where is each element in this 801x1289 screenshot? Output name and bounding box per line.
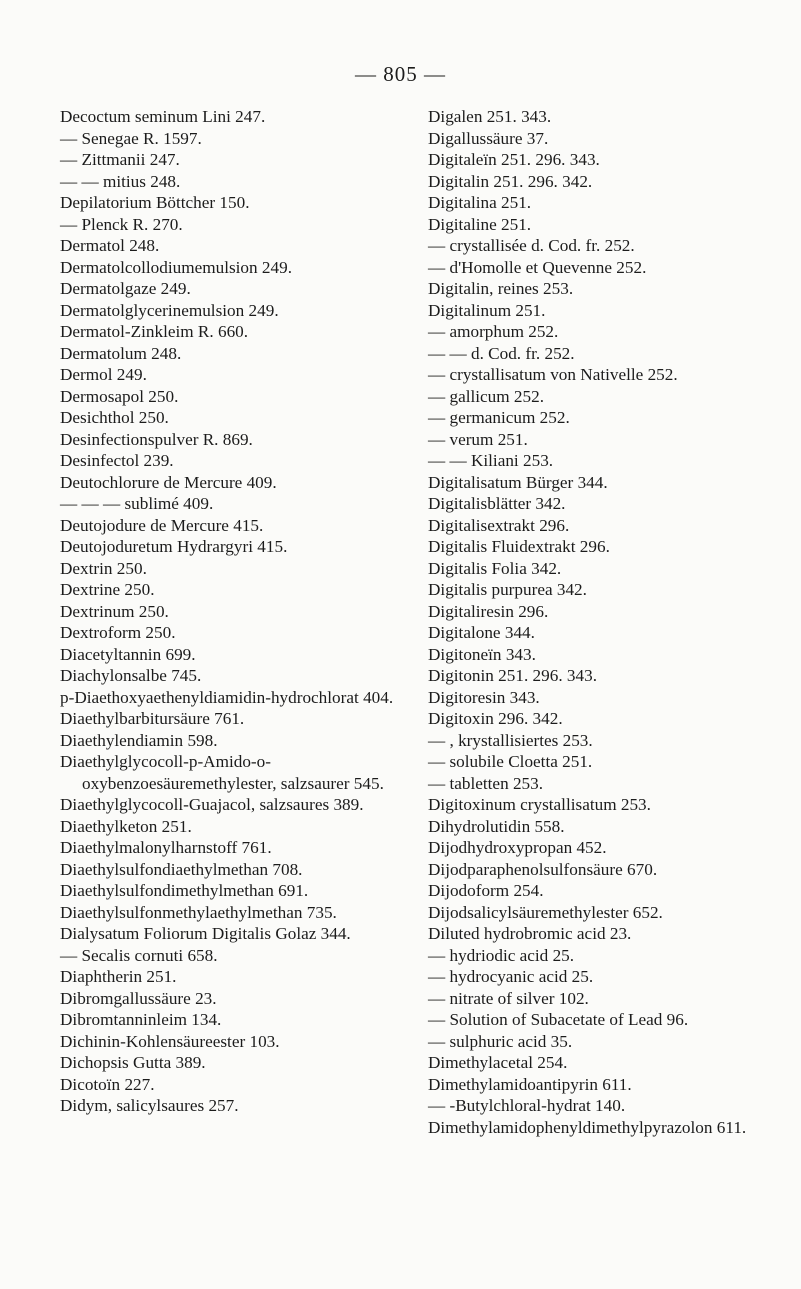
index-entry: — germanicum 252. xyxy=(428,408,570,427)
index-entry: Digitaliresin 296. xyxy=(428,601,549,621)
index-entry: Dextroform 250. xyxy=(60,623,176,642)
index-entry: Diacetyltannin 699. xyxy=(60,644,196,664)
index-entry: Digitoxinum crystallisatum 253. xyxy=(428,795,651,814)
index-entry: Dibromgallussäure 23. xyxy=(60,988,217,1008)
index-entry: — sulphuric acid 35. xyxy=(428,1031,573,1051)
index-entry: Digitaline 251. xyxy=(428,214,532,234)
index-entry: — — d. Cod. fr. 252. xyxy=(428,343,575,363)
index-entry: Digitonin 251. 296. 343. xyxy=(428,666,598,685)
index-entry: Deutojodure de Mercure 415. xyxy=(60,515,264,535)
index-entry: Diaethylmalonylharnstoff 761. xyxy=(60,838,272,857)
index-entry: — , krystallisiertes 253. xyxy=(428,730,593,750)
index-entry: — solubile Cloetta 251. xyxy=(428,752,593,771)
index-entry: Digitalisatum Bürger 344. xyxy=(428,472,608,492)
index-entry: Deutojoduretum Hydrargyri 415. xyxy=(60,537,288,556)
index-entry: Depilatorium Böttcher 150. xyxy=(60,193,250,212)
index-entry: Dextrinum 250. xyxy=(60,601,169,621)
index-entry: — d'Homolle et Quevenne 252. xyxy=(428,257,647,277)
index-entry: Dijodoform 254. xyxy=(428,881,544,900)
index-entry: Dimethylamidophenyldimethylpyrazolon 611. xyxy=(428,1117,747,1137)
index-entry: Dimethylamidoantipyrin 611. xyxy=(428,1074,632,1094)
index-entry: Digitalisblätter 342. xyxy=(428,494,566,513)
index-entry: — crystallisée d. Cod. fr. 252. xyxy=(428,236,635,255)
index-entry: Desichthol 250. xyxy=(60,408,169,427)
index-entry: Diaethylsulfondimethylmethan 691. xyxy=(60,881,309,900)
index-entry: Dextrin 250. xyxy=(60,558,147,578)
index-entry: Diaethylketon 251. xyxy=(60,816,192,836)
index-entry: Dicotoïn 227. xyxy=(60,1074,155,1094)
index-entry: Dijodhydroxypropan 452. xyxy=(428,838,607,857)
index-entry: Dermatol-Zinkleim R. 660. xyxy=(60,322,249,341)
index-entry: Didym, salicylsaures 257. xyxy=(60,1096,239,1115)
index-entry: — — mitius 248. xyxy=(60,171,181,191)
index-entry: Dermol 249. xyxy=(60,365,147,384)
index-entry: Digallussäure 37. xyxy=(428,128,549,148)
index-entry: — Zittmanii 247. xyxy=(60,150,180,169)
index-entry: Digitalis Folia 342. xyxy=(428,558,562,578)
index-entry: — — Kiliani 253. xyxy=(428,451,554,470)
index-entry: Deutochlorure de Mercure 409. xyxy=(60,472,277,492)
index-entry: Dermatol 248. xyxy=(60,236,160,255)
index-entry: Digitalina 251. xyxy=(428,193,532,212)
index-entry: — nitrate of silver 102. xyxy=(428,988,589,1008)
index-entry: — Plenck R. 270. xyxy=(60,214,183,234)
index-entry: Digitalis purpurea 342. xyxy=(428,580,587,599)
index-entry: Digitalisextrakt 296. xyxy=(428,515,570,535)
index-entry: Dichinin-Kohlensäureester 103. xyxy=(60,1031,280,1051)
index-entry: Digitalin 251. 296. 342. xyxy=(428,171,593,191)
index-entry: Diaethylsulfondiaethylmethan 708. xyxy=(60,859,303,879)
index-entry: — amorphum 252. xyxy=(428,322,559,341)
index-entry: Dermatolgaze 249. xyxy=(60,279,191,298)
index-entry: Digitoxin 296. 342. xyxy=(428,709,563,728)
index-entry: p-Diaethoxyaethenyldiamidin-hydrochlorat 404. xyxy=(60,687,394,707)
index-entry: Digitalone 344. xyxy=(428,623,535,642)
index-entry: Digitalinum 251. xyxy=(428,300,546,320)
index-entry: Desinfectionspulver R. 869. xyxy=(60,429,253,449)
right-index-column xyxy=(428,106,768,1138)
index-entry: Dextrine 250. xyxy=(60,580,155,599)
index-entry: — gallicum 252. xyxy=(428,386,544,406)
index-entry: Digitoresin 343. xyxy=(428,687,540,707)
index-entry: — -Butylchloral-hydrat 140. xyxy=(428,1096,626,1115)
left-index-column xyxy=(60,106,400,1117)
index-entry: Digitalis Fluidextrakt 296. xyxy=(428,537,610,556)
index-entry: — — — sublimé 409. xyxy=(60,494,214,513)
index-entry: Dermosapol 250. xyxy=(60,386,179,406)
index-entry: Diaphtherin 251. xyxy=(60,967,177,986)
index-entry: Dijodparaphenolsulfonsäure 670. xyxy=(428,859,658,879)
index-entry: — Secalis cornuti 658. xyxy=(60,945,218,965)
index-entry: Dijodsalicylsäuremethylester 652. xyxy=(428,902,663,922)
index-entry: Diaethylglycocoll-Guajacol, salzsaures 389. xyxy=(60,795,364,814)
index-entry: Dibromtanninleim 134. xyxy=(60,1010,222,1029)
index-entry: — hydrocyanic acid 25. xyxy=(428,967,594,986)
index-entry: Diachylonsalbe 745. xyxy=(60,666,202,685)
index-entry: — Solution of Subacetate of Lead 96. xyxy=(428,1010,689,1029)
index-entry: Dialysatum Foliorum Digitalis Golaz 344. xyxy=(60,924,351,943)
index-entry: Digitoneïn 343. xyxy=(428,644,536,664)
index-entry: Diluted hydrobromic acid 23. xyxy=(428,924,632,943)
index-entry: Diaethylsulfonmethylaethylmethan 735. xyxy=(60,902,337,922)
index-entry: Digitaleïn 251. 296. 343. xyxy=(428,150,600,169)
index-entry: — hydriodic acid 25. xyxy=(428,945,575,965)
index-entry: — crystallisatum von Nativelle 252. xyxy=(428,365,678,384)
index-entry: Digitalin, reines 253. xyxy=(428,279,574,298)
index-entry: Dihydrolutidin 558. xyxy=(428,816,565,836)
page-number: — 805 — xyxy=(355,62,446,86)
index-entry: Dichopsis Gutta 389. xyxy=(60,1053,206,1072)
index-entry: — tabletten 253. xyxy=(428,773,544,793)
index-entry: Desinfectol 239. xyxy=(60,451,174,470)
index-entry: Dermatolum 248. xyxy=(60,343,182,363)
index-entry: — verum 251. xyxy=(428,429,528,449)
index-entry: Diaethylbarbitursäure 761. xyxy=(60,709,245,728)
index-entry: Digalen 251. 343. xyxy=(428,107,552,126)
index-entry: Diaethylendiamin 598. xyxy=(60,730,218,750)
index-entry: Dermatolglycerinemulsion 249. xyxy=(60,300,279,320)
index-entry: Decoctum seminum Lini 247. xyxy=(60,107,266,126)
index-entry: Dermatolcollodiumemulsion 249. xyxy=(60,257,292,277)
index-entry: Diaethylglycocoll-p-Amido-o-oxybenzoesäuremethylester, salzsaurer 545. xyxy=(60,752,384,793)
index-entry: — Senegae R. 1597. xyxy=(60,128,202,148)
index-entry: Dimethylacetal 254. xyxy=(428,1053,568,1072)
